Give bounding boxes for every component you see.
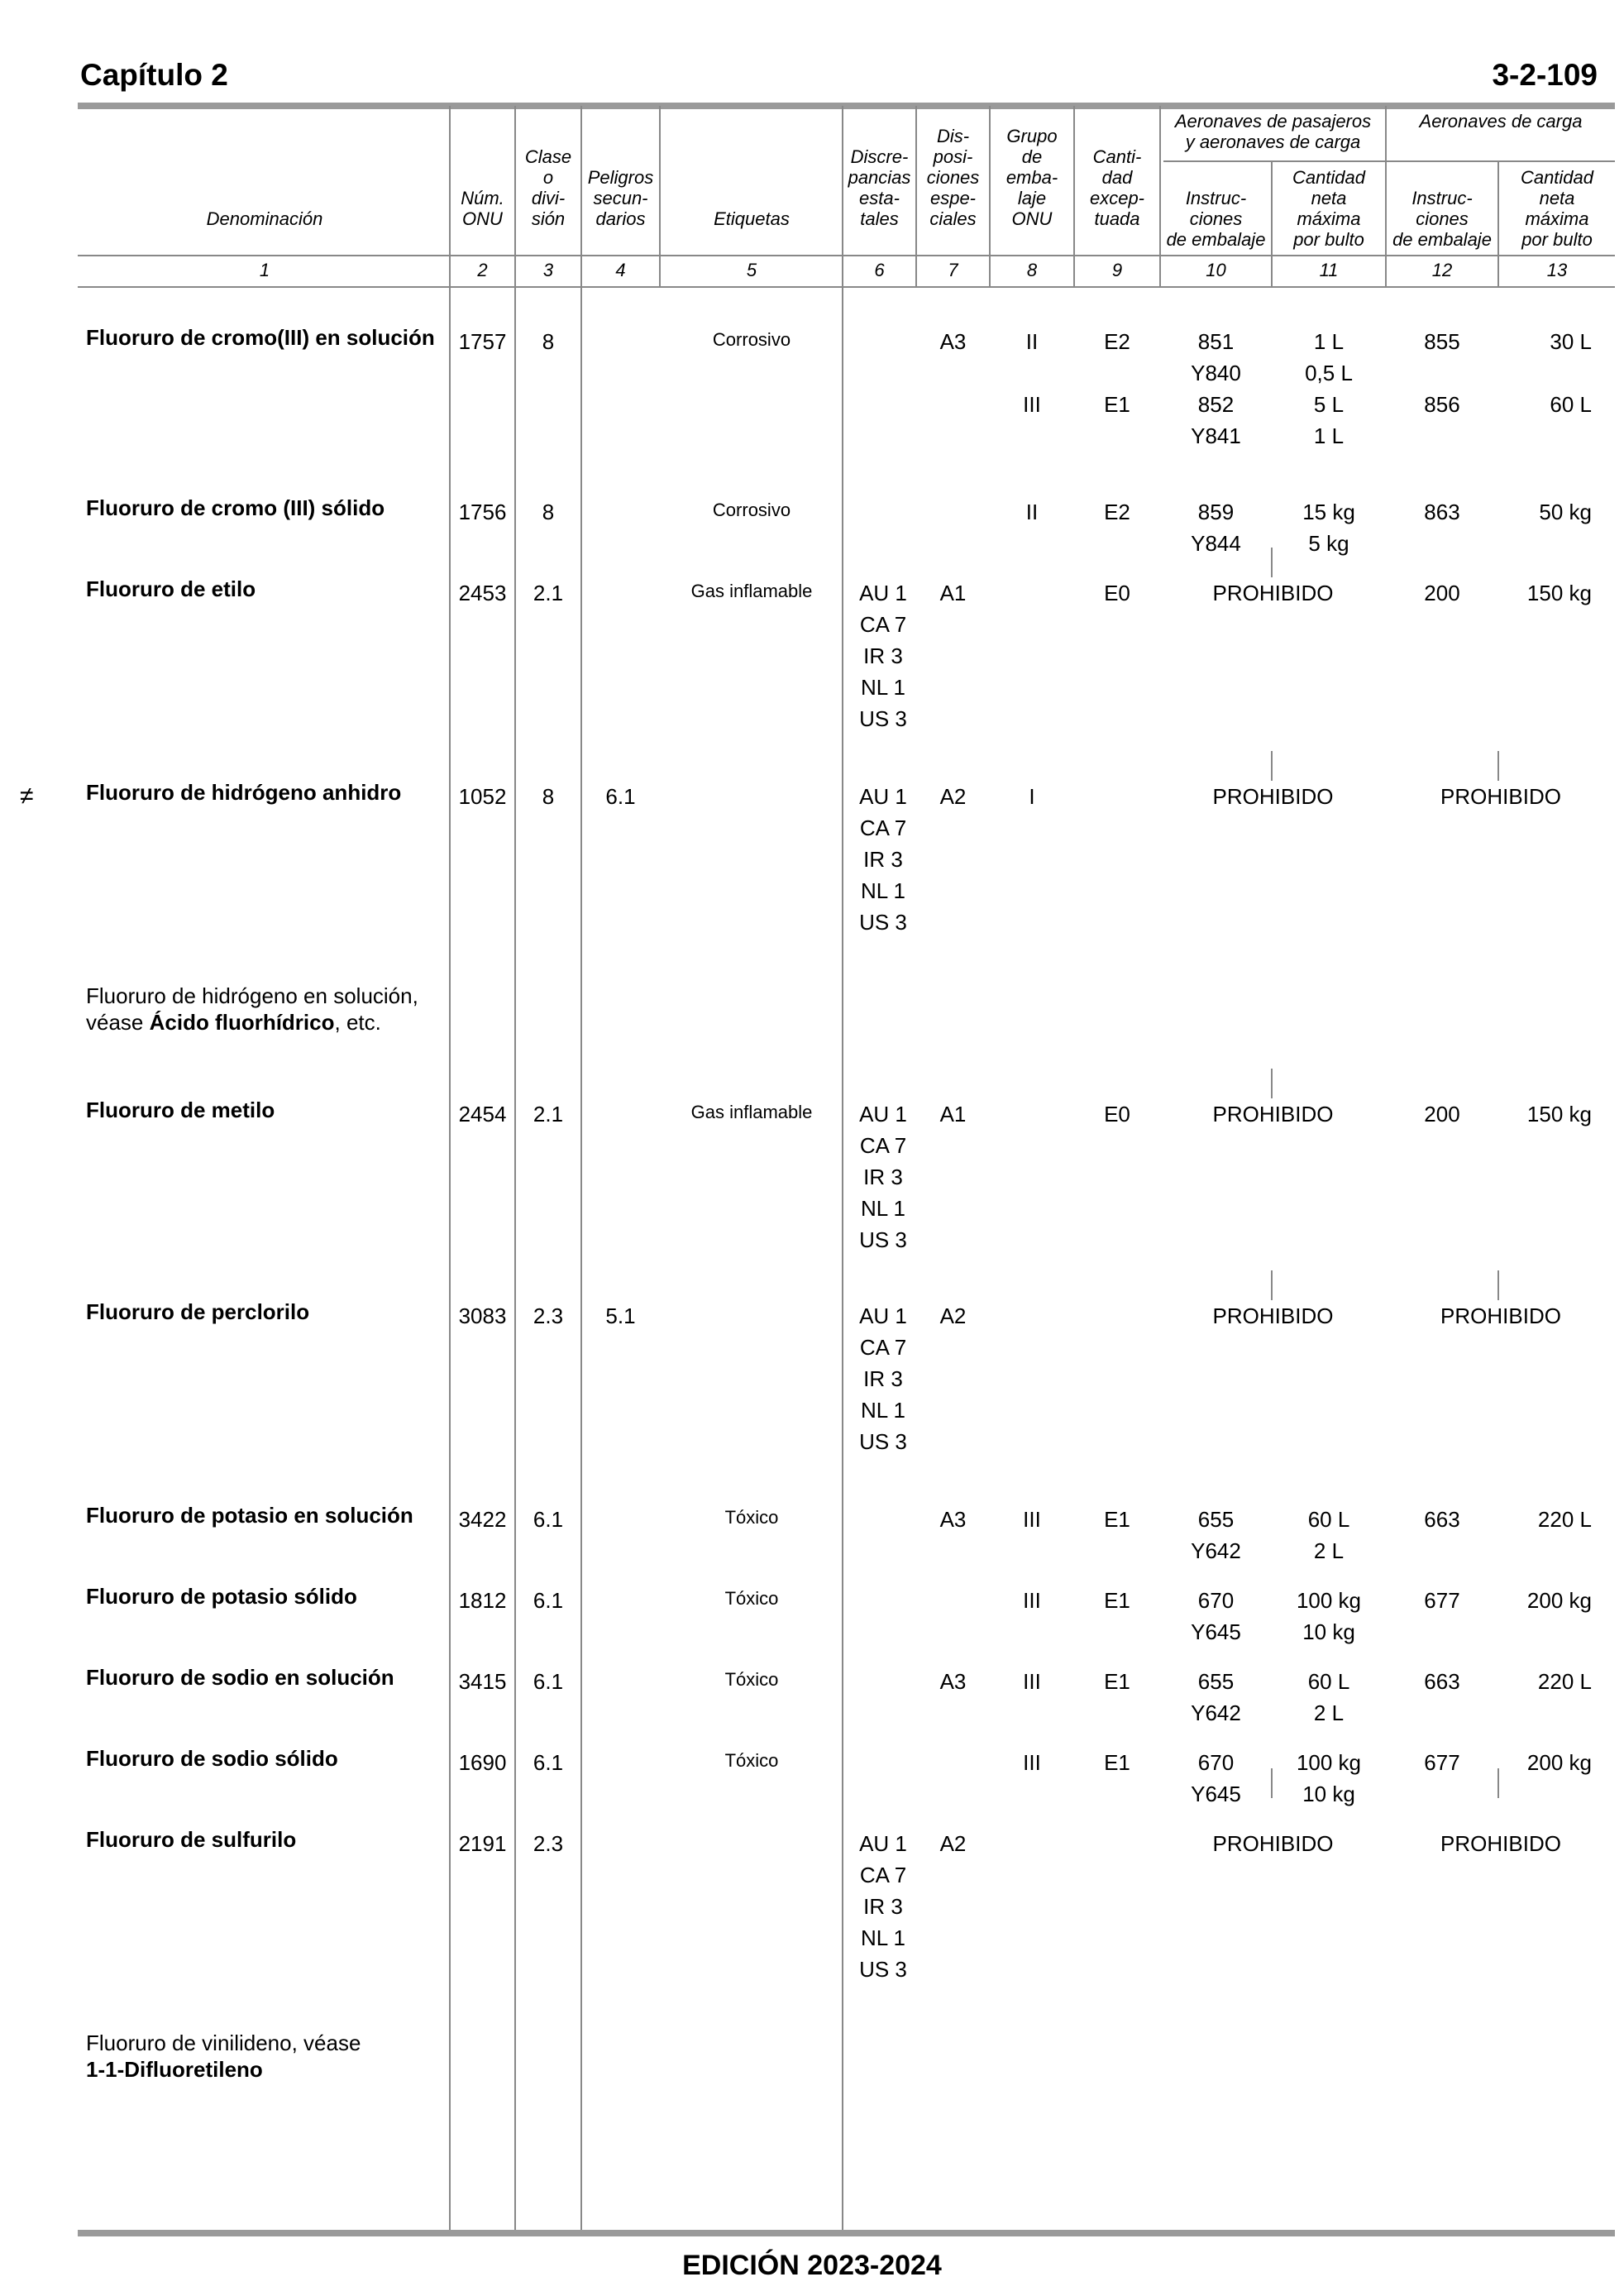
excepted-qty: E0	[1104, 1102, 1130, 1126]
col-header-un: Núm. ONU	[461, 188, 504, 229]
cargo-instructions: 200	[1424, 581, 1460, 605]
special-provision: A1	[939, 581, 967, 605]
un-number: 2191	[458, 1831, 507, 1856]
pax-instructions: 859 Y844	[1191, 500, 1241, 556]
state-variations: AU 1 CA 7 IR 3 NL 1 US 3	[859, 1831, 907, 1982]
col-group-cargo: Aeronaves de carga	[1419, 111, 1583, 132]
pax-instructions: 670 Y645	[1191, 1588, 1241, 1644]
class: 2.3	[533, 1303, 564, 1328]
cargo-instructions: 663	[1424, 1669, 1460, 1694]
substance-name: Fluoruro de cromo (III) sólido	[86, 495, 385, 520]
excepted-qty: E1	[1104, 1507, 1130, 1532]
cargo-instructions: 677	[1424, 1588, 1460, 1613]
packing-group: II III	[1023, 329, 1041, 417]
col-number: 11	[1319, 260, 1339, 280]
pax-instructions: 655 Y642	[1191, 1669, 1241, 1725]
col-number: 13	[1546, 260, 1568, 280]
cargo-forbidden: PROHIBIDO	[1440, 1831, 1561, 1856]
pax-forbidden: PROHIBIDO	[1212, 1303, 1334, 1328]
packing-group: III	[1023, 1507, 1041, 1532]
hazard-label: Corrosivo	[712, 500, 791, 520]
excepted-qty: E1	[1104, 1669, 1130, 1694]
pax-qty: 60 L 2 L	[1307, 1507, 1350, 1563]
hazard-label: Tóxico	[724, 1588, 779, 1609]
un-number: 3422	[458, 1507, 507, 1532]
col-header-cargo-instructions: Instruc- ciones de embalaje	[1392, 188, 1492, 250]
cargo-forbidden: PROHIBIDO	[1440, 784, 1561, 809]
class: 6.1	[533, 1588, 564, 1613]
packing-group: I	[1029, 784, 1035, 809]
col-header-special: Dis- posi- ciones espe- ciales	[926, 126, 980, 229]
cargo-qty: 220 L	[1537, 1669, 1592, 1694]
col-number: 8	[1026, 260, 1038, 280]
col-header-class: Clase o divi- sión	[524, 146, 572, 229]
cargo-instructions: 863	[1424, 500, 1460, 524]
substance-name: Fluoruro de perclorilo	[86, 1299, 310, 1324]
hazard-label: Gas inflamable	[690, 581, 813, 601]
cross-reference: Fluoruro de vinilideno, véase 1-1-Difluoretileno	[86, 2031, 361, 2082]
special-provision: A3	[939, 329, 967, 354]
special-provision: A3	[939, 1669, 967, 1694]
hazard-label: Tóxico	[724, 1507, 779, 1528]
col-header-packing-group: Grupo de emba- laje ONU	[1005, 126, 1058, 229]
state-variations: AU 1 CA 7 IR 3 NL 1 US 3	[859, 581, 907, 731]
substance-name: Fluoruro de hidrógeno anhidro	[86, 780, 402, 805]
hazard-label: Corrosivo	[712, 329, 791, 350]
chapter-title: Capítulo 2	[80, 58, 228, 92]
class: 2.1	[533, 581, 564, 605]
cargo-forbidden: PROHIBIDO	[1440, 1303, 1561, 1328]
substance-name: Fluoruro de cromo(III) en solución	[86, 325, 435, 350]
cargo-qty: 220 L	[1537, 1507, 1592, 1532]
substance-name: Fluoruro de sulfurilo	[86, 1827, 297, 1852]
col-header-pax-qty: Cantidad neta máxima por bulto	[1292, 167, 1366, 250]
col-header-subsidiary: Peligros secun- darios	[587, 167, 654, 229]
cargo-qty: 30 L 60 L	[1550, 329, 1592, 417]
class: 6.1	[533, 1507, 564, 1532]
col-header-cargo-qty: Cantidad neta máxima por bulto	[1520, 167, 1594, 250]
subsidiary-hazard: 5.1	[605, 1303, 636, 1328]
packing-group: III	[1023, 1669, 1041, 1694]
un-number: 1756	[458, 500, 507, 524]
pax-qty: 15 kg 5 kg	[1302, 500, 1355, 556]
packing-group: III	[1023, 1750, 1041, 1775]
col-header-excepted: Canti- dad excep- tuada	[1089, 146, 1145, 229]
substance-name: Fluoruro de sodio sólido	[86, 1746, 338, 1771]
revision-mark: ≠	[20, 782, 34, 810]
pax-qty: 100 kg 10 kg	[1296, 1588, 1362, 1644]
excepted-qty: E1	[1104, 1588, 1130, 1613]
col-header-pax-instructions: Instruc- ciones de embalaje	[1166, 188, 1266, 250]
col-number: 5	[746, 260, 757, 280]
col-header-denominacion: Denominación	[206, 208, 323, 229]
class: 2.3	[533, 1831, 564, 1856]
un-number: 1812	[458, 1588, 507, 1613]
edition-footer: EDICIÓN 2023-2024	[682, 2250, 942, 2281]
col-number: 9	[1111, 260, 1123, 280]
excepted-qty: E1	[1104, 1750, 1130, 1775]
cargo-qty: 200 kg	[1526, 1588, 1592, 1613]
un-number: 3083	[458, 1303, 507, 1328]
cargo-qty: 50 kg	[1539, 500, 1592, 524]
hazard-label: Tóxico	[724, 1750, 779, 1771]
un-number: 1690	[458, 1750, 507, 1775]
col-number: 3	[542, 260, 554, 280]
hazard-label: Tóxico	[724, 1669, 779, 1690]
cargo-qty: 150 kg	[1526, 581, 1592, 605]
class: 6.1	[533, 1669, 564, 1694]
subsidiary-hazard: 6.1	[605, 784, 636, 809]
special-provision: A3	[939, 1507, 967, 1532]
class: 8	[542, 784, 555, 809]
pax-forbidden: PROHIBIDO	[1212, 1102, 1334, 1126]
col-header-labels: Etiquetas	[714, 208, 790, 229]
cargo-instructions: 200	[1424, 1102, 1460, 1126]
un-number: 1052	[458, 784, 507, 809]
cargo-instructions: 855 856	[1424, 329, 1460, 417]
cross-reference: Fluoruro de hidrógeno en solución, véase Ácido fluorhídrico, etc.	[86, 983, 418, 1035]
col-number: 6	[874, 260, 885, 280]
col-number: 4	[615, 260, 626, 280]
special-provision: A2	[939, 784, 967, 809]
col-number: 1	[259, 260, 270, 280]
state-variations: AU 1 CA 7 IR 3 NL 1 US 3	[859, 1102, 907, 1252]
excepted-qty: E0	[1104, 581, 1130, 605]
special-provision: A2	[939, 1831, 967, 1856]
class: 8	[542, 329, 555, 354]
pax-forbidden: PROHIBIDO	[1212, 784, 1334, 809]
pax-qty: 100 kg 10 kg	[1296, 1750, 1362, 1806]
cargo-qty: 150 kg	[1526, 1102, 1592, 1126]
pax-forbidden: PROHIBIDO	[1212, 581, 1334, 605]
pax-instructions: 851 Y840 852 Y841	[1191, 329, 1241, 448]
special-provision: A1	[939, 1102, 967, 1126]
col-group-passenger: Aeronaves de pasajeros y aeronaves de carga	[1174, 111, 1372, 152]
excepted-qty: E2 E1	[1104, 329, 1130, 417]
class: 2.1	[533, 1102, 564, 1126]
pax-qty: 1 L 0,5 L 5 L 1 L	[1305, 329, 1353, 448]
un-number: 2453	[458, 581, 507, 605]
state-variations: AU 1 CA 7 IR 3 NL 1 US 3	[859, 1303, 907, 1454]
substance-name: Fluoruro de potasio en solución	[86, 1503, 413, 1528]
substance-name: Fluoruro de metilo	[86, 1098, 275, 1122]
cargo-qty: 200 kg	[1526, 1750, 1592, 1775]
footer-rule	[78, 2230, 1615, 2236]
state-variations: AU 1 CA 7 IR 3 NL 1 US 3	[859, 784, 907, 935]
packing-group: III	[1023, 1588, 1041, 1613]
un-number: 1757	[458, 329, 507, 354]
cargo-instructions: 663	[1424, 1507, 1460, 1532]
class: 8	[542, 500, 555, 524]
page-number: 3-2-109	[1492, 58, 1598, 92]
pax-forbidden: PROHIBIDO	[1212, 1831, 1334, 1856]
excepted-qty: E2	[1104, 500, 1130, 524]
col-number: 12	[1431, 260, 1453, 280]
class: 6.1	[533, 1750, 564, 1775]
substance-name: Fluoruro de sodio en solución	[86, 1665, 394, 1690]
pax-qty: 60 L 2 L	[1307, 1669, 1350, 1725]
pax-instructions: 655 Y642	[1191, 1507, 1241, 1563]
pax-instructions: 670 Y645	[1191, 1750, 1241, 1806]
substance-name: Fluoruro de etilo	[86, 576, 256, 601]
un-number: 3415	[458, 1669, 507, 1694]
special-provision: A2	[939, 1303, 967, 1328]
col-number: 7	[948, 260, 958, 280]
col-number: 10	[1206, 260, 1226, 280]
col-number: 2	[477, 260, 488, 280]
cargo-instructions: 677	[1424, 1750, 1460, 1775]
col-header-variations: Discre- pancias esta- tales	[848, 146, 911, 229]
packing-group: II	[1025, 500, 1039, 524]
hazard-label: Gas inflamable	[690, 1102, 813, 1122]
un-number: 2454	[458, 1102, 507, 1126]
substance-name: Fluoruro de potasio sólido	[86, 1584, 357, 1609]
